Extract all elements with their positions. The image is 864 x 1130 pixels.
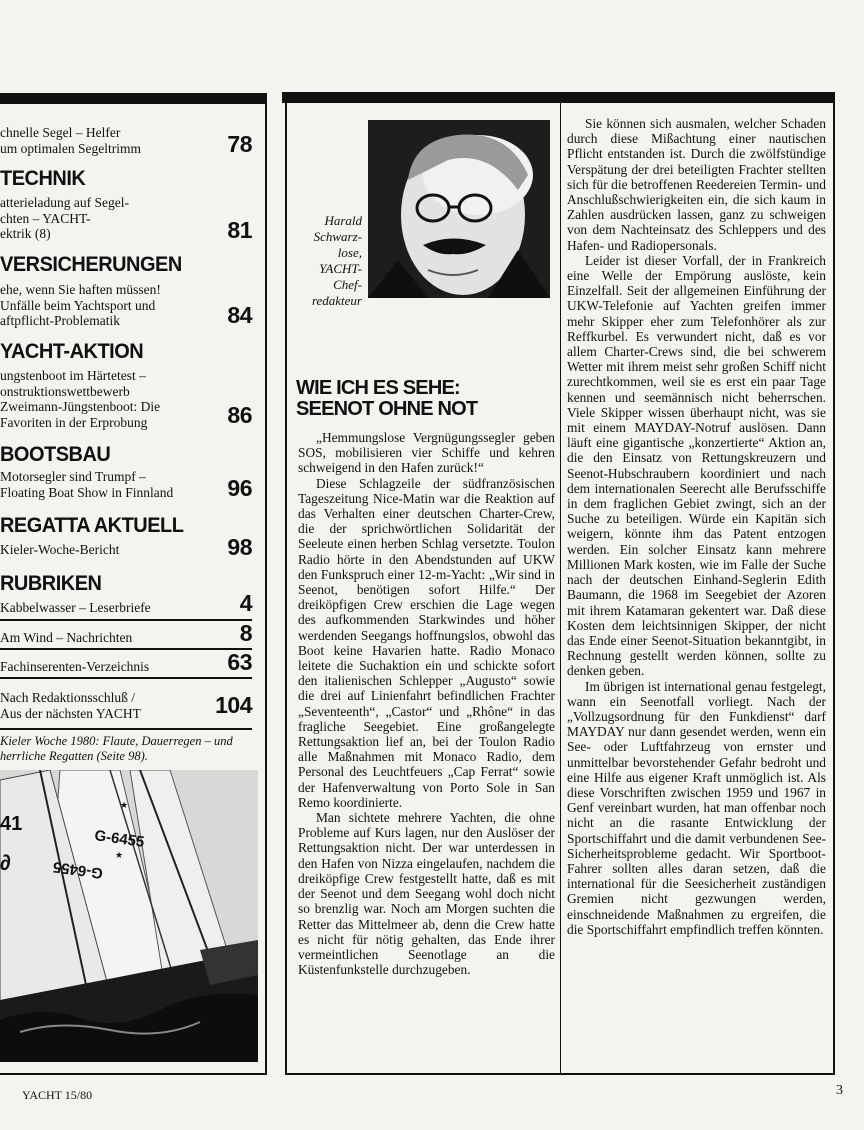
section-heading-rubriken: RUBRIKEN [0, 572, 102, 595]
toc-page-number: 78 [227, 131, 252, 157]
top-rule-right [282, 92, 835, 103]
toc-entry-text: Kieler-Woche-Bericht [0, 542, 120, 557]
toc-entry-kabbelwasser[interactable] [0, 590, 262, 618]
toc-rule [0, 677, 252, 679]
section-heading-bootsbau: BOOTSBAU [0, 443, 111, 466]
editor-portrait [368, 120, 550, 298]
svg-text:★: ★ [120, 800, 129, 810]
toc-entry-text: ungstenboot im Härtetest – onstruktionswettbewerb Zweimann-Jüngstenboot: Die Favoriten in der Erprobung [0, 368, 161, 430]
photo-caption: Kieler Woche 1980: Flaute, Dauerregen – und herrliche Regatten (Seite 98). [0, 734, 233, 763]
toc-rule [0, 648, 252, 650]
toc-rule [0, 619, 252, 621]
article-paragraph: Diese Schlagzeile der südfranzösischen Tageszeitung Nice-Matin war die Reaktion auf das Verhalten einer deutschen Charter-Crew, die der sprichwörtlichen Solidarität der Seeleute einen herben Schlag versetzte. Toulon Radio hörte in den Abendstunden auf UKW den Funkspruch einer 12-m-Yacht: „Wir sind in Seenot, benötigen sofort Hilfe.“ Der dreiköpfigen Crew erschien die Lage wegen des aufkommenden Starkwindes und höher werdenden Seegangs hoffnungslos, obwohl das Boot keine Havarien hatte. Radio Monaco leitete die Suchaktion ein und schickte sofort den italienischen Schlepper „Augusto“ sowie die drei auf Linienfahrt befindlichen Frachter „Seventeenth“, „Castor“ und „Rhône“ in das fragliche Seegebiet. Eine großangelegte Rettungsaktion lief an, bei der Toulon Radio alle Maßnahmen mit Monaco Radio, dem Personal des Leuchtfeuers „Cap Ferrat“ sowie der Hafenverwaltung von Porto Sole in San Remo koordinierte. [298, 475, 555, 810]
regatta-photo [0, 770, 258, 1062]
toc-page-number: 4 [239, 590, 252, 616]
article-column-1 [298, 430, 555, 977]
toc-entry-text: chnelle Segel – Helfer um optimalen Segeltrimm [0, 125, 141, 156]
svg-text:★: ★ [115, 850, 124, 860]
toc-entry-text: Nach Redaktionsschluß / Aus der nächsten YACHT [0, 690, 141, 721]
toc-entry-text: Motorsegler sind Trumpf – Floating Boat Show in Finnland [0, 469, 174, 500]
toc-entry-text: Kabbelwasser – Leserbriefe [0, 600, 151, 615]
toc-entry-naechste-yacht[interactable] [0, 690, 262, 722]
section-heading-technik: TECHNIK [0, 167, 86, 190]
sail-number: G-6455 [93, 827, 146, 851]
section-heading-yacht-aktion: YACHT-AKTION [0, 340, 144, 363]
sail-number-reflected: G-6455 [51, 857, 104, 882]
toc-page-number: 104 [215, 692, 252, 718]
editorial-bottom-border [285, 1073, 835, 1075]
toc-page-number: 63 [227, 649, 252, 675]
toc-page-number: 8 [239, 620, 252, 646]
toc-page-number: 98 [227, 534, 252, 560]
toc-entry-am-wind[interactable] [0, 620, 262, 648]
editorial-headline: WIE ICH ES SEHE: SEENOT OHNE NOT [296, 377, 478, 420]
toc-page-number: 96 [227, 475, 252, 501]
section-heading-versicherungen: VERSICHERUNGEN [0, 253, 182, 276]
toc-right-border [265, 93, 267, 1073]
toc-entry-text: Fachinserenten-Verzeichnis [0, 659, 150, 674]
top-rule-left [0, 93, 265, 104]
toc-page-number: 84 [227, 302, 252, 328]
toc-entry-segel[interactable] [0, 125, 262, 157]
toc-page-number: 81 [227, 217, 252, 243]
sail-letter-partial: ∂ [0, 850, 11, 875]
toc-page-number: 86 [227, 402, 252, 428]
toc-entry-motorsegler[interactable] [0, 469, 262, 501]
toc-entry-batterie[interactable] [0, 195, 262, 243]
toc-entry-fachinserenten[interactable] [0, 649, 262, 677]
sail-number-partial: 41 [0, 813, 23, 835]
editorial-left-border [285, 103, 287, 1075]
footer-page-number: 3 [836, 1083, 843, 1098]
article-paragraph: Leider ist dieser Vorfall, der in Frankreich eine Welle der Empörung auslöste, kein Einzelfall. Seit der allgemeinen Einführung der UKW-Telefonie auf Yachten greifen immer mehr Skipper eher zum Telefonhörer als zur Reffkurbel. Es verwundert nicht, daß es vor allem Charter-Crews sind, die bei schwerem Wetter mit ihrem meist sehr großen Schiff nicht zurechtkommen, weil sie es erst ein paar Tage kennen und seemännisch nicht beherrschen. Viele Skipper wissen überhaupt nicht, was sie mit einem MAYDAY-Notruf auslösen. Dann läuft eine gigantische „konzertierte“ Aktion an, die den Einsatz von Rettungskreuzern und Seenot-Hubschraubern koordiniert und nach dem internationalen Seerecht alle Berufsschiffe in dem fraglichen Gebiet zwingt, sich an der Suche zu beteiligen. Würde ein Kapitän sich weigern, könnte ihm das Patent entzogen werden. Ein solcher Einsatz kann mehrere Millionen Mark kosten, wie im Falle der Suche nach der deutschen Einhand-Seglerin Edith Baumann, die 1968 im Seegebiet der Azoren mit ihrem Katamaran gekentert war. Daß diese Kosten dem leichtsinnigen Skipper, der nicht das Ende einer Seenot-Situation bekanntgibt, in Rechnung gestellt werden können, sollte zu denken geben. [567, 252, 826, 679]
editorial-right-border [833, 103, 835, 1075]
sailboat-image [0, 770, 258, 1062]
article-column-2 [567, 116, 826, 937]
portrait-caption: Harald Schwarz- lose, YACHT- Chef- redakteur [311, 213, 362, 308]
toc-entry-text: Am Wind – Nachrichten [0, 630, 133, 645]
column-divider [560, 103, 561, 1073]
article-paragraph: Sie können sich ausmalen, welcher Schaden durch diese Mißachtung einer nautischen Pflicht entstanden ist. Durch die zwölfstündige Verspätung der drei beteiligten Frachter stellten sich für die betroffenen Reedereien Termin- und Anschlußschwierigkeiten ein, die sich kaum in Zahlen ausdrücken lassen, ganz zu schweigen von dem Nachteinsatz des Schleppers und des Hafen- und Radiopersonals. [567, 116, 826, 253]
footer-issue: YACHT 15/80 [22, 1088, 93, 1102]
article-paragraph: „Hemmungslose Vergnügungssegler geben SOS, mobilisieren vier Schiffe und kehren schweigend in den Hafen zurück!“ [298, 430, 555, 476]
toc-entry-haften[interactable] [0, 282, 262, 330]
toc-rule [0, 728, 252, 730]
toc-entry-juengstenboot[interactable] [0, 368, 262, 432]
toc-entry-text: atterieladung auf Segel- chten – YACHT- ektrik (8) [0, 195, 129, 241]
section-heading-regatta-aktuell: REGATTA AKTUELL [0, 514, 184, 537]
article-paragraph: Im übrigen ist international genau festgelegt, wann ein Seenotfall vorliegt. Nach der „Vollzugsordnung für den Funkdienst“ darf MAYDAY nur dann gesendet werden, wenn ein See- oder Luftfahrzeug von ernster und unmittelbar bevorstehender Gefahr bedroht und eine Hilfe aus eigener Kraft unmöglich ist. Als diese Vorschriften zwischen 1959 und 1967 in Genf vereinbart wurden, hat man offenbar noch nicht an die rasante Entwicklung der Sportschiffahrt und die damit verbundenen See-Sicherheitsprobleme gedacht. Wir Sportboot-Fahrer sollten alles daran setzen, daß die international für die Seesicherheit zuständigen Gremien nicht gezwungen werden, einschneidende Maßnahmen zu ergreifen, die die Sportschiffahrt empfindlich treffen könnten. [567, 678, 826, 937]
article-paragraph: Man sichtete mehrere Yachten, die ohne Probleme auf Kurs lagen, nur den Auslöser der Rettungsaktion nicht. Der war unterdessen in den Hafen von Nizza eingelaufen, nachdem die dreiköpfige Crew festgestellt hatte, daß es mit der Seenot und dem Seegang wohl doch nicht so brenzlig war. Noch am Morgen suchten die Retter das Mittelmeer ab, denn die Crew hatte es nicht für nötig gehalten, das Ende ihrer vermeintlichen Seenotlage an die Küstenfunkstelle durchzugeben. [298, 810, 555, 978]
toc-bottom-border [0, 1073, 267, 1075]
portrait-image [368, 120, 550, 298]
toc-entry-text: ehe, wenn Sie haften müssen! Unfälle beim Yachtsport und aftpflicht-Problematik [0, 282, 161, 328]
toc-entry-kieler-woche[interactable] [0, 534, 262, 562]
